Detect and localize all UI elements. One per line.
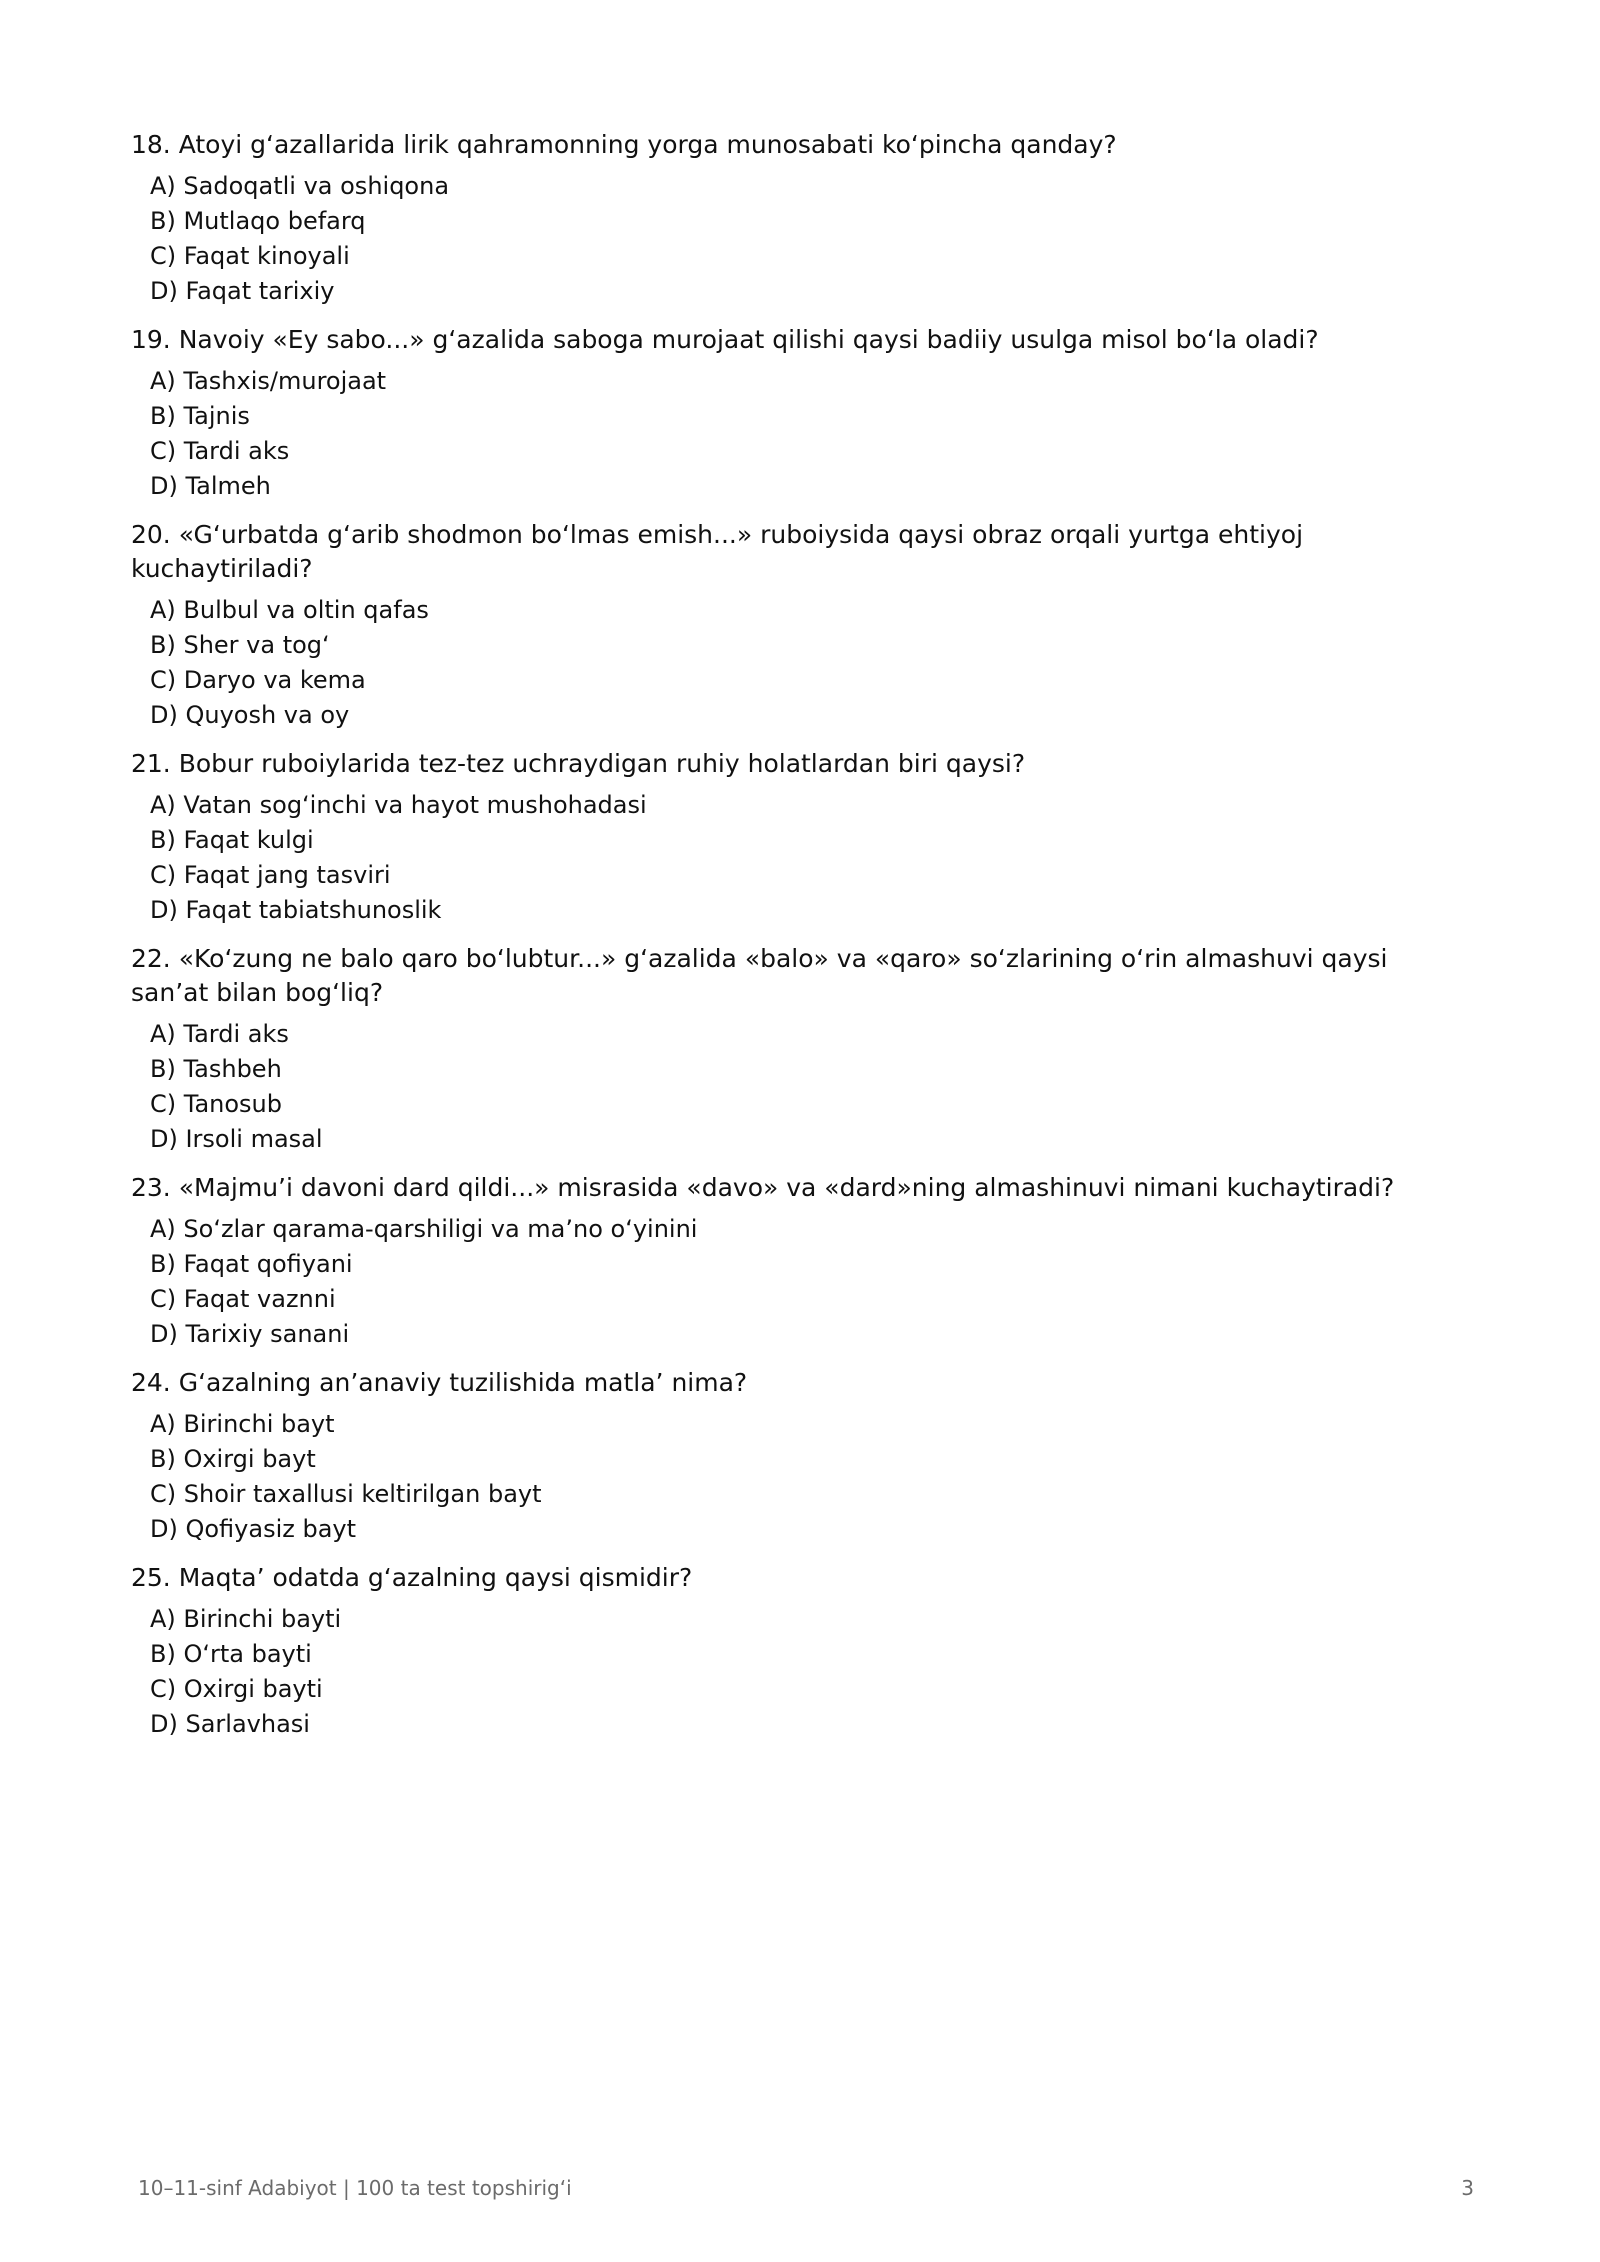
question-23 — [131, 1171, 1471, 1352]
option-d: D) Quyosh va oy — [150, 701, 350, 729]
option-a: A) Birinchi bayt — [150, 1410, 335, 1438]
answer-options — [131, 1017, 1471, 1157]
question-text: 19. Navoiy «Ey sabo...» g‘azalida saboga murojaat qilishi qaysi badiiy usulga misol bo‘la oladi? — [131, 325, 1319, 354]
option-c: C) Faqat jang tasviri — [150, 861, 391, 889]
option-d: D) Qofiyasiz bayt — [150, 1515, 357, 1543]
question-list — [131, 128, 1471, 1756]
option-b: B) Oxirgi bayt — [150, 1445, 316, 1473]
answer-options — [131, 1407, 1471, 1547]
option-b: B) Faqat qofiyani — [150, 1250, 353, 1278]
question-text: 23. «Majmu’i davoni dard qildi...» misrasida «davo» va «dard»ning almashinuvi nimani kuchaytiradi? — [131, 1173, 1395, 1202]
option-a: A) So‘zlar qarama-qarshiligi va ma’no o‘yinini — [150, 1215, 698, 1243]
option-c: C) Tanosub — [150, 1090, 282, 1118]
option-d: D) Faqat tarixiy — [150, 277, 335, 305]
question-22 — [131, 942, 1471, 1157]
page-footer — [138, 2176, 1474, 2200]
question-text: 18. Atoyi g‘azallarida lirik qahramonning yorga munosabati ko‘pincha qanday? — [131, 130, 1117, 159]
option-b: B) Sher va tog‘ — [150, 631, 330, 659]
answer-options — [131, 364, 1471, 504]
answer-options — [131, 788, 1471, 928]
option-a: A) Tashxis/murojaat — [150, 367, 387, 395]
option-a: A) Birinchi bayti — [150, 1605, 342, 1633]
question-text: 20. «G‘urbatda g‘arib shodmon bo‘lmas emish...» ruboiysida qaysi obraz orqali yurtga ehtiyoj kuchaytiriladi? — [131, 520, 1304, 583]
option-a: A) Bulbul va oltin qafas — [150, 596, 429, 624]
question-text: 24. G‘azalning an’anaviy tuzilishida matla’ nima? — [131, 1368, 748, 1397]
question-20 — [131, 518, 1471, 733]
answer-options — [131, 169, 1471, 309]
option-a: A) Tardi aks — [150, 1020, 289, 1048]
page-number: 3 — [1461, 2176, 1474, 2200]
answer-options — [131, 1212, 1471, 1352]
option-b: B) Mutlaqo befarq — [150, 207, 366, 235]
question-21 — [131, 747, 1471, 928]
question-18 — [131, 128, 1471, 309]
option-b: B) Tajnis — [150, 402, 250, 430]
answer-options — [131, 593, 1471, 733]
option-c: C) Faqat kinoyali — [150, 242, 350, 270]
option-c: C) Oxirgi bayti — [150, 1675, 323, 1703]
option-a: A) Vatan sog‘inchi va hayot mushohadasi — [150, 791, 647, 819]
option-b: B) Faqat kulgi — [150, 826, 314, 854]
option-b: B) O‘rta bayti — [150, 1640, 312, 1668]
question-text: 25. Maqta’ odatda g‘azalning qaysi qismidir? — [131, 1563, 693, 1592]
option-d: D) Sarlavhasi — [150, 1710, 310, 1738]
option-d: D) Irsoli masal — [150, 1125, 323, 1153]
answer-options — [131, 1602, 1471, 1742]
option-a: A) Sadoqatli va oshiqona — [150, 172, 450, 200]
question-text: 22. «Ko‘zung ne balo qaro bo‘lubtur...» g‘azalida «balo» va «qaro» so‘zlarining o‘rin almashuvi qaysi san’at bilan bog‘liq? — [131, 944, 1388, 1007]
option-d: D) Tarixiy sanani — [150, 1320, 350, 1348]
question-25 — [131, 1561, 1471, 1742]
option-c: C) Daryo va kema — [150, 666, 366, 694]
question-19 — [131, 323, 1471, 504]
option-c: C) Tardi aks — [150, 437, 290, 465]
footer-title: 10–11-sinf Adabiyot | 100 ta test topshirig‘i — [138, 2176, 572, 2200]
option-d: D) Talmeh — [150, 472, 271, 500]
option-c: C) Shoir taxallusi keltirilgan bayt — [150, 1480, 542, 1508]
question-text: 21. Bobur ruboiylarida tez-tez uchraydigan ruhiy holatlardan biri qaysi? — [131, 749, 1026, 778]
option-d: D) Faqat tabiatshunoslik — [150, 896, 442, 924]
option-b: B) Tashbeh — [150, 1055, 282, 1083]
question-24 — [131, 1366, 1471, 1547]
option-c: C) Faqat vaznni — [150, 1285, 336, 1313]
